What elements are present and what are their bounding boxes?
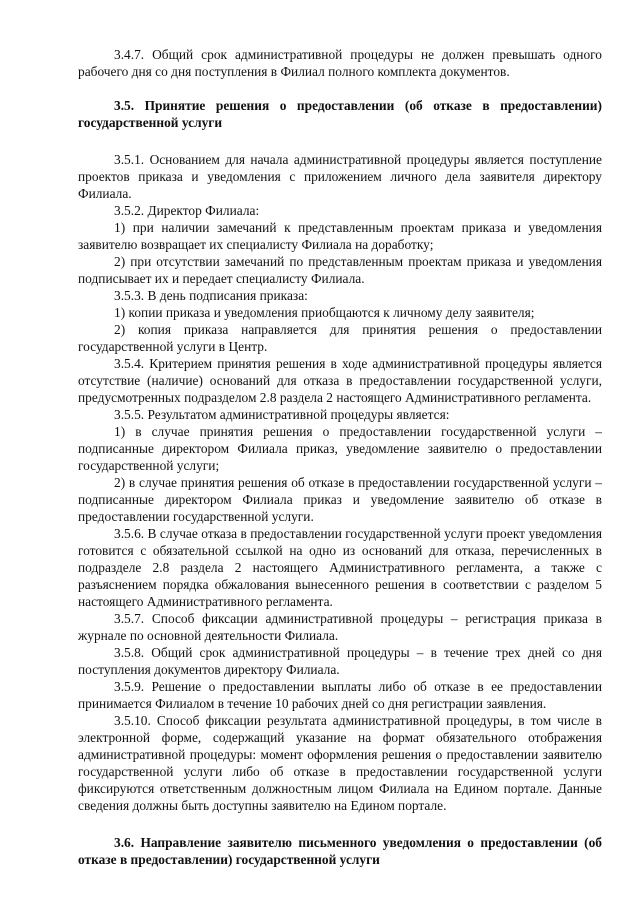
paragraph-3-5-7: 3.5.7. Способ фиксации административной процедуры – регистрация приказа в журнале по основной деятельности Филиала. — [78, 611, 602, 643]
paragraph-3-5-3-item-2: 2) копия приказа направляется для принятия решения о предоставлении государственной услуги в Центр. — [78, 322, 602, 354]
paragraph-3-5-2-item-1: 1) при наличии замечаний к представленным проектам приказа и уведомления заявителю возвращает их специалисту Филиала на доработку; — [78, 220, 602, 252]
paragraph-3-5-10: 3.5.10. Способ фиксации результата административной процедуры, в том числе в электронной форме, содержащий указание на формат обязательного отображения административной процедуры: момент оформления решения о предоставлении заявителю государственной услуги либо об отказе в предоставлении государственной услуги фиксируются ответственным должностным лицом Филиала на Едином портале. Данные сведения должны быть доступны заявителю на Едином портале. — [78, 713, 602, 813]
paragraph-3-5-2-item-2: 2) при отсутствии замечаний по представленным проектам приказа и уведомления подписывает их и передает специалисту Филиала. — [78, 254, 602, 286]
paragraph-3-5-3: 3.5.3. В день подписания приказа: — [114, 288, 308, 303]
paragraph-3-5-9: 3.5.9. Решение о предоставлении выплаты либо об отказе в ее предоставлении принимается Филиалом в течение 10 рабочих дней со дня регистрации заявления. — [78, 679, 602, 711]
paragraph-3-5-5-item-2: 2) в случае принятия решения об отказе в предоставлении государственной услуги – подписанные директором Филиала приказ и уведомление заявителю об отказе в предоставлении государственной услуги. — [78, 475, 602, 524]
paragraph-3-4-7: 3.4.7. Общий срок административной процедуры не должен превышать одного рабочего дня со дня поступления в Филиал полного комплекта документов. — [78, 47, 602, 79]
paragraph-3-5-8: 3.5.8. Общий срок административной процедуры – в течение трех дней со дня поступления документов директору Филиала. — [78, 645, 602, 677]
paragraph-3-5-5: 3.5.5. Результатом административной процедуры является: — [114, 407, 450, 422]
paragraph-3-5-4: 3.5.4. Критерием принятия решения в ходе административной процедуры является отсутствие (наличие) оснований для отказа в предоставлении государственной услуги, предусмотренных подразделом 2.8 раздела 2 настоящего Административного регламента. — [78, 356, 602, 405]
paragraph-3-5-5-item-1: 1) в случае принятия решения о предоставлении государственной услуги – подписанные директором Филиала приказ, уведомление заявителю о предоставлении государственной услуги; — [78, 424, 602, 473]
paragraph-3-5-6: 3.5.6. В случае отказа в предоставлении государственной услуги проект уведомления готовится с обязательной ссылкой на одно из оснований для отказа, перечисленных в подразделе 2.8 раздела 2 настоящего Административного регламента, а также с разъяснением порядка обжалования вынесенного решения в соответствии с разделом 5 настоящего Административного регламента. — [78, 526, 602, 609]
document-page — [78, 46, 602, 868]
paragraph-3-5-2: 3.5.2. Директор Филиала: — [114, 203, 260, 218]
paragraph-3-5-3-item-1: 1) копии приказа и уведомления приобщаются к личному делу заявителя; — [114, 305, 535, 320]
paragraph-3-5-1: 3.5.1. Основанием для начала административной процедуры является поступление проектов приказа и уведомления с приложением личного дела заявителя директору Филиала. — [78, 152, 602, 201]
section-3-5-heading: 3.5. Принятие решения о предоставлении (об отказе в предоставлении) государственной услуги — [78, 98, 602, 130]
section-3-6-heading: 3.6. Направление заявителю письменного уведомления о предоставлении (об отказе в предоставлении) государственной услуги — [78, 835, 602, 867]
